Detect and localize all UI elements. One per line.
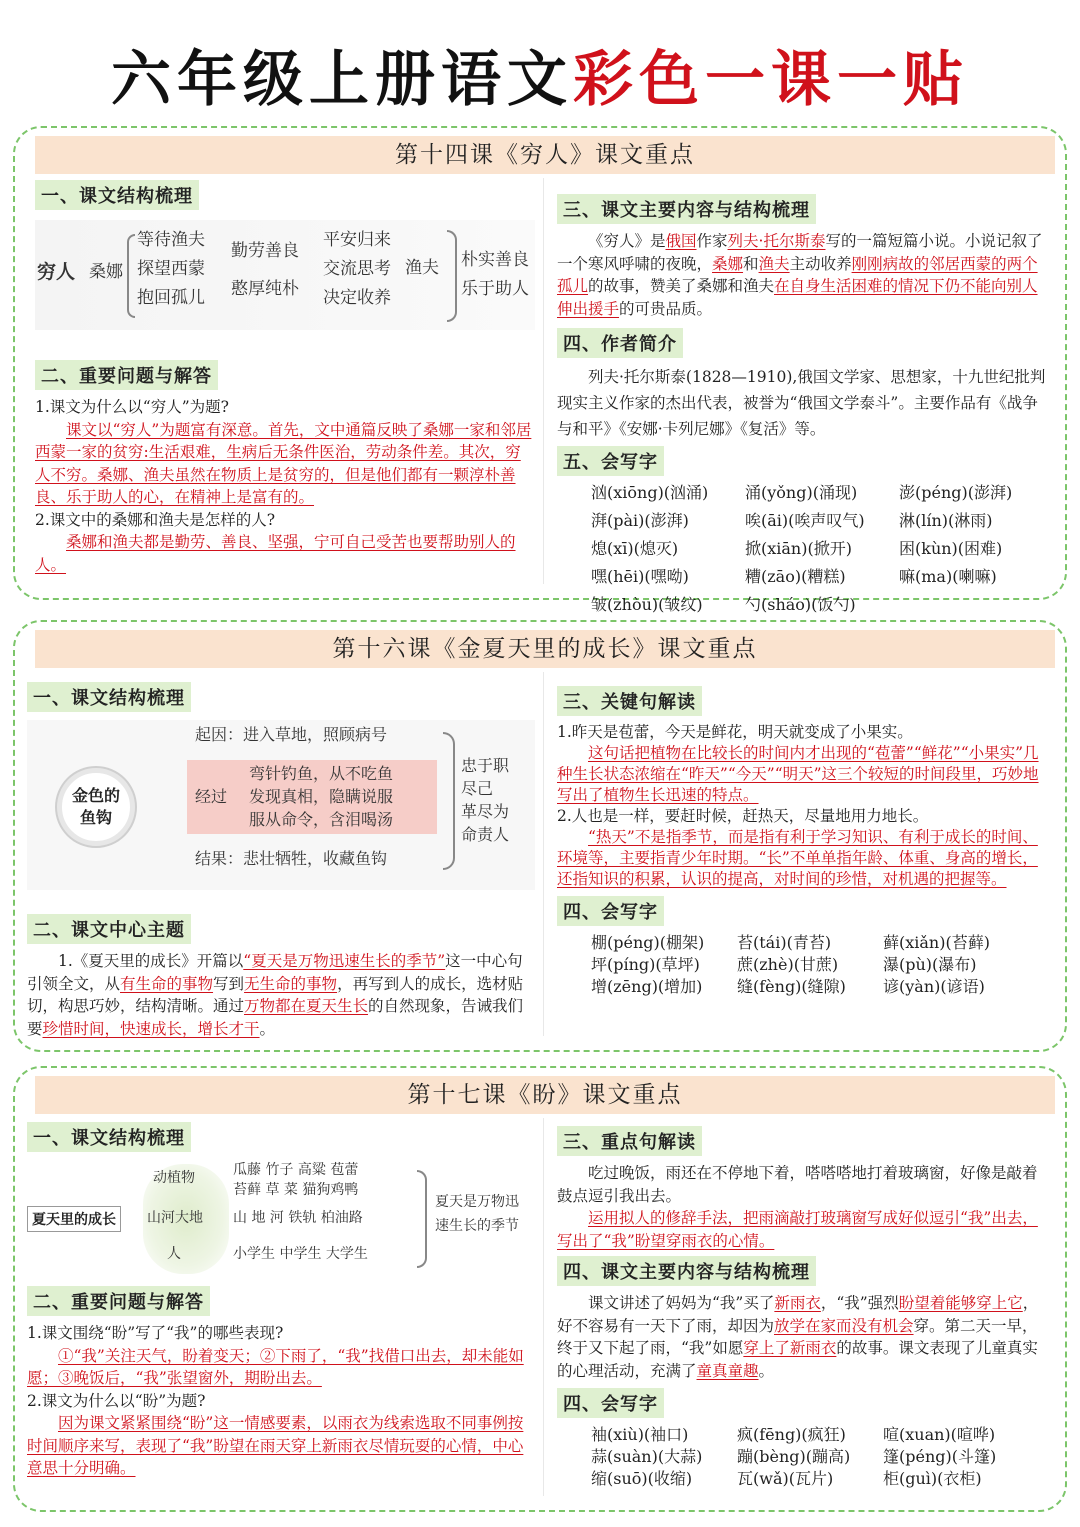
lesson17-a2: 因为课文紧紧围绕“盼”这一情感要素，以雨衣为线索选取不同事例按时间顺序来写，表现了“我”盼望在雨天穿上新雨衣尽情玩耍的心情，中心意思十分明确。 (27, 1414, 524, 1477)
diag-fisher-action: 决定收养 (323, 288, 391, 308)
diag-summary (461, 754, 509, 846)
lesson17-chars (557, 1424, 1049, 1490)
char-item: 缝(fèng)(缝隙) (737, 977, 846, 996)
char-item: 困(kùn)(困难) (899, 539, 1003, 558)
diag-sangna: 桑娜 (89, 262, 123, 282)
column-divider (543, 178, 544, 584)
key-text: 桑娜 (712, 254, 744, 273)
char-item: 嘿(hēi)(嘿呦) (591, 567, 689, 586)
title-red: 彩色一课一贴 (573, 45, 969, 115)
char-item: 柜(guì)(衣柜) (883, 1469, 982, 1488)
lesson16-right (557, 686, 1049, 998)
diag-center-box: 夏天里的成长 (27, 1206, 121, 1232)
char-item: 袖(xiù)(袖口) (591, 1425, 689, 1444)
column-divider (543, 1118, 544, 1496)
char-item: 增(zēng)(增加) (591, 977, 703, 996)
lesson17-q2: 2.课文为什么以“盼”为题? (27, 1391, 206, 1410)
diag-brace (127, 234, 135, 318)
key-text: 万物都在夏天生长 (244, 997, 369, 1015)
diag-item: 瓜藤 竹子 高粱 苞蕾 (233, 1162, 359, 1178)
page-title (0, 40, 1080, 120)
char-item: 缩(suō)(收缩) (591, 1469, 693, 1488)
diag-result-line: 速生长的季节 (435, 1218, 519, 1234)
char-item: 蹦(bèng)(蹦高) (737, 1447, 851, 1466)
lesson16-s4-title: 四、会写字 (557, 896, 664, 926)
lesson14-s2-title: 二、重要问题与解答 (35, 360, 218, 390)
lesson16-s3-title: 三、关键句解读 (557, 686, 702, 716)
lesson16-left (27, 682, 535, 1040)
key-text: 在自身生活困难的情况下仍不能向别人伸出援手 (557, 277, 1038, 318)
lesson16-theme (27, 950, 535, 1040)
lesson16-k2a: “热天”不是指季节，而是指有利于学习知识、有利于成长的时间、环境等，主要指青少年时期。“长”不单单指年龄、体重、身高的增长，还指知识的积累，认识的提高，对时间的珍惜，对机遇的把握等。 (557, 828, 1038, 888)
column-divider (543, 672, 544, 1036)
char-item: 勺(sháo)(饭勺) (745, 595, 856, 614)
lesson17-s3-title: 三、重点句解读 (557, 1126, 702, 1156)
lesson16-k2: 2.人也是一样，要赶时候，赶热天，尽量地用力地长。 (557, 807, 929, 825)
char-item: 喧(xuan)(喧哗) (883, 1425, 996, 1444)
text: ，好不容易有一天下了雨，却因为 (557, 1294, 1039, 1335)
diag-result-line: 朴实善良 (461, 250, 529, 270)
lesson14-a1: 课文以“穷人”为题富有深意。首先，文中通篇反映了桑娜一家和邻居西蒙一家的贫穷:生活艰难，生病后无条件医治，劳动条件差。其次，穷人不穷。桑娜、渔夫虽然在物质上是贫穷的，但是他们都有一颗淳朴善良、乐于助人的心，在精神上是富有的。 (35, 420, 532, 506)
title-black: 六年级上册语文 (111, 45, 573, 115)
lesson14-structure-diagram (35, 220, 535, 330)
char-item: 澎(péng)(澎湃) (899, 483, 1013, 502)
lesson14-q1: 1.课文为什么以“穷人”为题? (35, 398, 229, 416)
char-item: 苔(tái)(青苔) (737, 933, 832, 952)
lesson14-right (557, 194, 1049, 616)
diag-trait: 憨厚纯朴 (231, 279, 299, 299)
lesson14-q2: 2.课文中的桑娜和渔夫是怎样的人? (35, 510, 276, 529)
text: 主动收养 (789, 254, 852, 273)
diag-row-label: 人 (167, 1246, 181, 1262)
lesson14-chars (557, 482, 1049, 616)
lesson16-k1a: 这句话把植物在比较长的时间内才出现的“苞蕾”“鲜花”“小果实”几种生长状态浓缩在“昨天”“今天”“明天”这三个较短的时间段里，巧妙地写出了植物生长迅速的特点。 (557, 744, 1039, 804)
text: 《穷人》是 (588, 232, 666, 250)
lesson17-a1: ①“我”关注天气，盼着变天；②下雨了，“我”找借口出去，却未能如愿；③晚饭后，“我”张望窗外，期盼出去。 (27, 1346, 524, 1387)
char-item: 汹(xiōng)(汹涌) (591, 483, 709, 502)
key-text: 放学在家而没有机会 (774, 1316, 914, 1335)
key-text: 盼望着能够穿上它 (898, 1294, 1023, 1312)
diag-actions (137, 226, 205, 313)
lesson14-author: 列夫·托尔斯泰(1828—1910),俄国文学家、思想家，十九世纪批判现实主义作家的杰出代表，被誉为“俄国文学泰斗”。主要作品有《战争与和平》《安娜·卡列尼娜》《复活》等。 (557, 368, 1046, 438)
lesson16-chars (557, 932, 1049, 998)
char-item: 涌(yǒng)(涌现) (745, 483, 858, 502)
lesson14-left (35, 180, 535, 576)
lesson16-panel (13, 620, 1067, 1052)
key-text: 列夫·托尔斯泰 (727, 232, 826, 250)
lesson17-s4-title: 四、课文主要内容与结构梳理 (557, 1256, 816, 1286)
diag-brace-right (447, 230, 457, 322)
diag-result-line: 夏天是万物迅 (435, 1194, 519, 1210)
key-text: “夏天是万物迅速生长的季节” (243, 952, 446, 970)
key-text: 渔夫 (758, 254, 790, 273)
diag-item: 苔藓 草 菜 猫狗鸡鸭 (233, 1182, 359, 1198)
char-item: 皱(zhòu)(皱纹) (591, 595, 703, 614)
char-item: 疯(fēng)(疯狂) (737, 1425, 846, 1444)
lesson17-s2-title: 二、重要问题与解答 (27, 1286, 210, 1316)
text: 的可贵品质。 (619, 299, 713, 318)
diag-fisher: 渔夫 (405, 258, 439, 278)
char-item: 蒜(suàn)(大蒜) (591, 1447, 703, 1466)
lesson16-structure-diagram (27, 720, 535, 890)
lesson17-header: 第十七课《盼》课文重点 (35, 1076, 1055, 1114)
lesson14-s1-title: 一、课文结构梳理 (35, 180, 199, 210)
char-item: 瓦(wǎ)(瓦片) (737, 1469, 834, 1488)
lesson17-k1a: 运用拟人的修辞手法，把雨滴敲打玻璃窗写成好似逗引“我”出去，写出了“我”盼望穿雨衣的心情。 (557, 1209, 1038, 1250)
lesson17-left (27, 1122, 535, 1480)
text: 的自然现象，告诫我们要 (27, 997, 524, 1038)
diag-process-item: 服从命令，含泪喝汤 (249, 810, 394, 829)
diag-process-item: 弯针钓鱼，从不吃鱼 (249, 764, 394, 783)
diag-fisher-action: 平安归来 (323, 230, 391, 250)
diag-result: 结果：悲壮牺牲，收藏鱼钩 (195, 849, 388, 868)
diag-action: 抱回孤儿 (137, 288, 205, 308)
char-item: 瀑(pù)(瀑布) (883, 955, 977, 974)
lesson14-s4-title: 四、作者简介 (557, 328, 683, 358)
diag-summary-line: 尽己 (461, 779, 494, 798)
diag-process-label: 经过 (195, 787, 228, 806)
lesson17-s1-title: 一、课文结构梳理 (27, 1122, 191, 1152)
diag-result (461, 246, 529, 304)
diag-action: 探望西蒙 (137, 259, 205, 279)
key-text: 新雨衣 (774, 1294, 821, 1312)
text: 。 (259, 1019, 276, 1038)
diag-brace-right (417, 1170, 427, 1268)
lesson14-panel (13, 126, 1067, 614)
text: 作家 (696, 232, 728, 250)
diag-summary-line: 忠于职 (461, 756, 510, 775)
text: 课文讲述了妈妈为“我”买了 (588, 1294, 775, 1312)
lesson17-panel (13, 1066, 1067, 1512)
lesson14-s5-title: 五、会写字 (557, 446, 664, 476)
diag-brace-right (443, 732, 455, 870)
lesson14-s3-text (557, 230, 1049, 320)
lesson17-structure-diagram (27, 1160, 535, 1280)
lesson16-k1: 1.昨天是苞蕾，今天是鲜花，明天就变成了小果实。 (557, 723, 913, 741)
char-item: 篷(péng)(斗篷) (883, 1447, 997, 1466)
lesson16-s2-title: 二、课文中心主题 (27, 914, 191, 944)
char-item: 藓(xiǎn)(苔藓) (883, 933, 990, 952)
diag-summary-line: 革尽为 (461, 802, 510, 821)
lesson14-header: 第十四课《穷人》课文重点 (35, 136, 1055, 174)
diag-row-items (233, 1160, 358, 1200)
diag-result (435, 1190, 519, 1238)
key-text: 珍惜时间，快速成长，增长才干 (42, 1019, 260, 1038)
text: ，再写到人的成长，选材贴切，构思巧妙，结构清晰。通过 (27, 974, 524, 1015)
lesson17-k1: 吃过晚饭，雨还在不停地下着，嗒嗒嗒地打着玻璃窗，好像是敲着鼓点逗引我出去。 (557, 1164, 1038, 1205)
text: 。 (758, 1361, 775, 1380)
diag-trait: 勤劳善良 (231, 241, 299, 261)
lesson17-main (557, 1292, 1049, 1382)
key-text: 无生命的事物 (244, 974, 338, 993)
diag-row-label: 山河大地 (147, 1210, 203, 1226)
lesson17-right (557, 1126, 1049, 1490)
char-item: 嘛(ma)(喇嘛) (899, 567, 997, 586)
key-text: 穿上了新雨衣 (743, 1339, 837, 1357)
text: 的故事，赞美了桑娜和渔夫 (588, 277, 775, 295)
char-item: 谚(yàn)(谚语) (883, 977, 985, 996)
text: 的故事。课文表现了儿童真实的心理活动，充满了 (557, 1339, 1038, 1380)
diag-center-line: 金色的 (71, 786, 120, 805)
key-text: 童真童趣 (696, 1361, 759, 1380)
char-item: 糟(zāo)(糟糕) (745, 567, 846, 586)
text: 和 (743, 254, 759, 273)
lesson17-q1: 1.课文围绕“盼”写了“我”的哪些表现? (27, 1324, 284, 1342)
char-item: 湃(pài)(澎湃) (591, 511, 689, 530)
char-item: 唉(āi)(唉声叹气) (745, 511, 865, 530)
diag-center-circle (57, 768, 135, 846)
text: 1.《夏天里的成长》开篇以 (58, 952, 244, 970)
diag-action: 等待渔夫 (137, 230, 205, 250)
diag-result-line: 乐于助人 (461, 279, 529, 299)
diag-fisher-actions (323, 226, 391, 313)
char-item: 棚(péng)(棚架) (591, 933, 705, 952)
char-item: 熄(xī)(熄灭) (591, 539, 679, 558)
text: 写到 (213, 974, 245, 993)
text: 写的一篇短篇小说。小说记叙了一个寒风呼啸的夜晚， (557, 232, 1043, 273)
diag-process (249, 762, 393, 831)
text: 这一中心句引领全文，从 (27, 952, 523, 993)
text: 穿。第二天一早，终于又下起了雨，“我”如愿 (557, 1316, 1038, 1357)
lesson14-a2: 桑娜和渔夫都是勤劳、善良、坚强，宁可自己受苦也要帮助别人的人。 (35, 533, 516, 574)
diag-summary-line: 命责人 (461, 825, 510, 844)
diag-process-item: 发现真相，隐瞒说服 (249, 787, 394, 806)
diag-fisher-action: 交流思考 (323, 259, 391, 279)
lesson14-s3-title: 三、课文主要内容与结构梳理 (557, 194, 816, 224)
lesson16-header: 第十六课《金夏天里的成长》课文重点 (35, 630, 1055, 668)
char-item: 掀(xiān)(掀开) (745, 539, 852, 558)
text: ，“我”强烈 (820, 1294, 899, 1312)
key-text: 刚刚病故的邻居西蒙的两个孤儿 (557, 254, 1038, 295)
lesson17-s5-title: 四、会写字 (557, 1388, 664, 1418)
key-text: 俄国 (665, 232, 697, 250)
char-item: 蔗(zhè)(甘蔗) (737, 955, 839, 974)
lesson16-s1-title: 一、课文结构梳理 (27, 682, 191, 712)
diag-cause: 起因：进入草地，照顾病号 (195, 725, 388, 744)
char-item: 坪(píng)(草坪) (591, 955, 700, 974)
diag-center-line: 鱼钩 (79, 808, 112, 827)
diag-main: 穷人 (37, 261, 76, 283)
diag-row-items: 小学生 中学生 大学生 (233, 1246, 368, 1262)
char-item: 淋(lín)(淋雨) (899, 511, 993, 530)
diag-row-label: 动植物 (153, 1170, 195, 1186)
diag-row-items: 山 地 河 铁轨 柏油路 (233, 1210, 363, 1226)
diag-traits (231, 232, 299, 308)
key-text: 有生命的事物 (120, 974, 214, 993)
